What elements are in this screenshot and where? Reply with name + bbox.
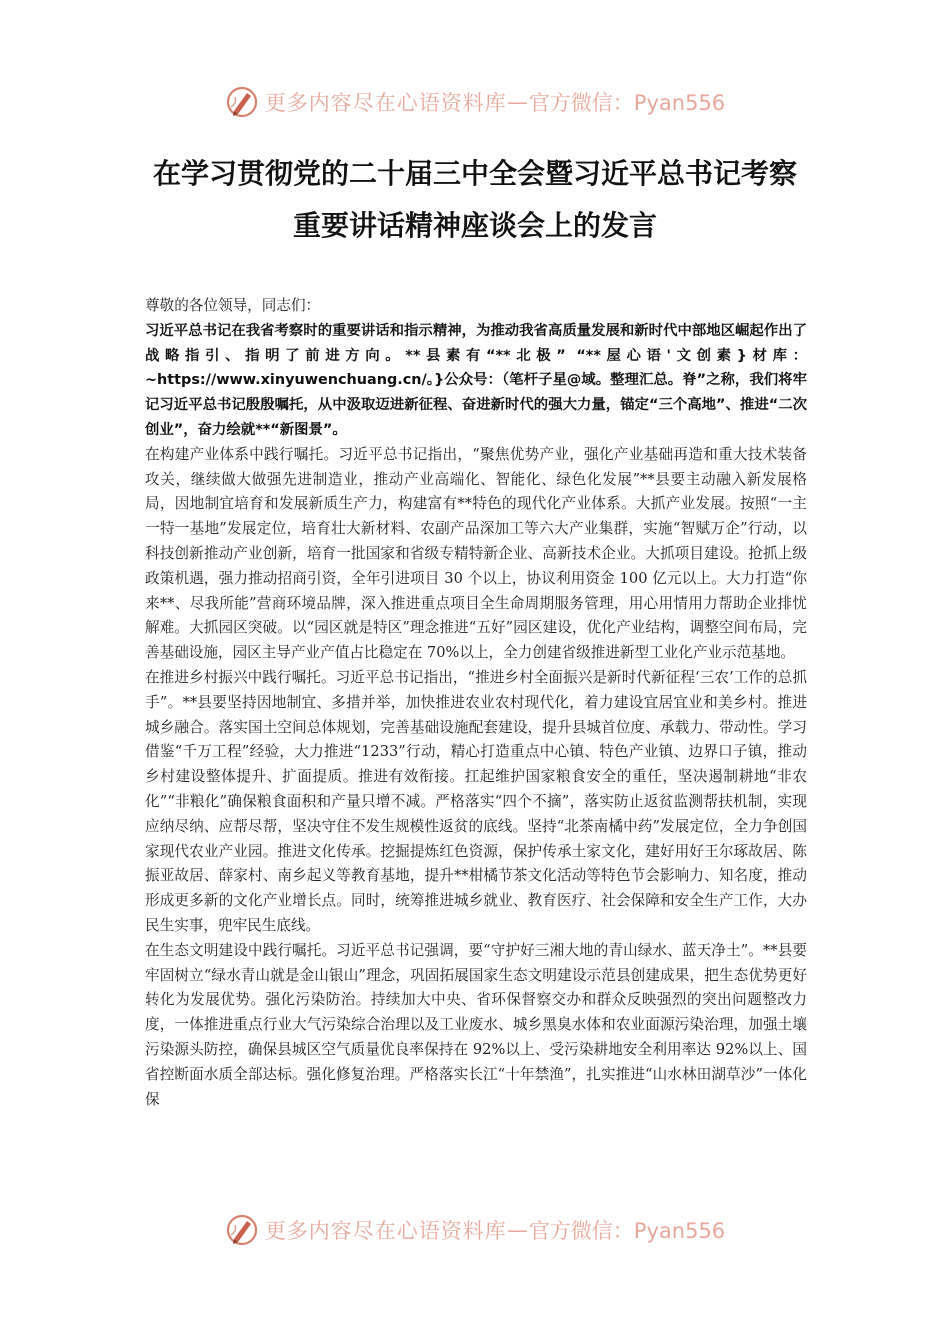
paragraph-industry: 在构建产业体系中践行嘱托。习近平总书记指出，“聚焦优势产业，强化产业基础再造和重大技术装备攻关，继续做大做强先进制造业，推动产业高端化、智能化、绿色化发展”**县要主动融入新发展格局，因地制宜培育和发展新质生产力，构建富有**特色的现代化产业体系。大抓产业发展。按照“一主一特一基地”发展定位，培育壮大新材料、农副产品深加工等六大产业集群，实施“智赋万企”行动，以科技创新推动产业创新，培育一批国家和省级专精特新企业、高新技术企业。大抓项目建设。抢抓上级政策机遇，强力推动招商引资，全年引进项目 30 个以上，协议利用资金 100 亿元以上。大力打造“你来**、尽我所能”营商环境品牌，深入推进重点项目全生命周期服务管理，用心用情用力帮助企业排忧解难。大抓园区突破。以“园区就是特区”理念推进“五好”园区建设，优化产业结构，调整空间布局，完善基础设施，园区主导产业产值占比稳定在 70%以上，全力创建省级推进新型工业化产业示范基地。	[145, 445, 807, 662]
footer-watermark-banner	[0, 1210, 950, 1250]
banner-wechat: 官方微信：Pyan556	[528, 1219, 726, 1243]
banner-wechat: 官方微信：Pyan556	[528, 91, 726, 115]
paragraph-rural: 在推进乡村振兴中践行嘱托。习近平总书记指出，“推进乡村全面振兴是新时代新征程‘三农’工作的总抓手”。**县要坚持因地制宜、多措并举，加快推进农业农村现代化，着力建设宜居宜业和美乡村。推进城乡融合。落实国土空间总体规划，完善基础设施配套建设，提升县城首位度、承载力、带动性。学习借鉴“千万工程”经验，大力推进“1233”行动，精心打造重点中心镇、特色产业镇、边界口子镇，推动乡村建设整体提升、扩面提质。推进有效衔接。扛起维护国家粮食安全的重任，坚决遏制耕地“非农化”“非粮化”确保粮食面积和产量只增不减。严格落实“四个不摘”，落实防止返贫监测帮扶机制，实现应纳尽纳、应帮尽帮，坚决守住不发生规模性返贫的底线。坚持“北茶南橘中药”发展定位，全力争创国家现代农业产业园。推进文化传承。挖掘提炼红色资源，保护传承土家文化，建好用好王尔琢故居、陈振亚故居、薛家村、南乡起义等教育基地，提升**柑橘节茶文化活动等特色节会影响力、知名度，推动形成更多新的文化产业增长点。同时，统筹推进城乡就业、教育医疗、社会保障和安全生产工作，大办民生实事，兜牢民生底线。	[145, 668, 807, 934]
intro-paragraph: 习近平总书记在我省考察时的重要讲话和指示精神，为推动我省高质量发展和新时代中部地区崛起作出了战略指引、指明了前进方向。**县素有“**北极” “**屋心语'文创素}材库：~https://www.xinyuwenchuang.cn/。}公众号：（笔杆子星@域。整理汇总。脊”之称，我们将牢记习近平总书记殷殷嘱托，从中汲取迈进新征程、奋进新时代的强大力量，锚定“三个高地”、推进“二次创业”，奋力绘就**“新图景”。	[145, 322, 807, 438]
header-watermark-banner	[0, 82, 950, 122]
title-line-1: 在学习贯彻党的二十届三中全会暨习近平总书记考察	[152, 157, 797, 190]
document-body	[145, 294, 807, 1112]
paragraph-ecology: 在生态文明建设中践行嘱托。习近平总书记强调，要“守护好三湘大地的青山绿水、蓝天净土”。**县要牢固树立“绿水青山就是金山银山”理念，巩固拓展国家生态文明建设示范县创建成果，把生态优势更好转化为发展优势。强化污染防治。持续加大中央、省环保督察交办和群众反映强烈的突出问题整改力度，一体推进重点行业大气污染综合治理以及工业废水、城乡黑臭水体和农业面源污染治理，加强土壤污染源头防控，确保县城区空气质量优良率保持在 92%以上、受污染耕地安全利用率达 92%以上、国省控断面水质全部达标。强化修复治理。严格落实长江“十年禁渔”，扎实推进“山水林田湖草沙”一体化保	[145, 941, 807, 1108]
banner-separator: —	[506, 1218, 529, 1242]
banner-separator: —	[506, 90, 529, 114]
title-line-2: 重要讲话精神座谈会上的发言	[292, 209, 657, 242]
pen-logo-icon	[225, 1213, 259, 1247]
banner-text: 更多内容尽在心语资料库	[264, 91, 507, 115]
banner-text: 更多内容尽在心语资料库	[264, 1219, 507, 1243]
greeting: 尊敬的各位领导，同志们：	[145, 297, 321, 314]
pen-logo-icon	[225, 85, 259, 119]
document-title	[0, 148, 950, 252]
